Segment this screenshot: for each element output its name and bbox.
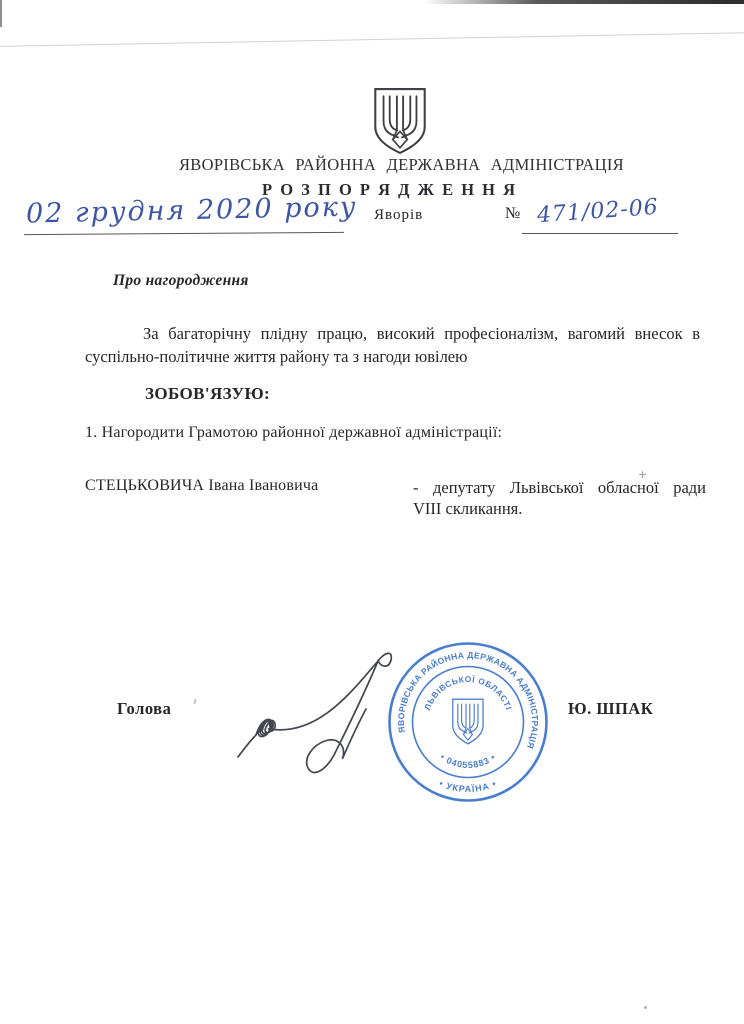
- stamp-registration-number: • 04055883 •: [438, 751, 498, 771]
- svg-text:• УКРАЇНА •: [438, 778, 498, 794]
- scan-speck: [644, 1006, 647, 1009]
- number-underline: [522, 233, 678, 234]
- place-label: Яворів: [374, 207, 424, 223]
- subject-line: Про нагородження: [113, 272, 249, 289]
- signer-name: Ю. ШПАК: [568, 699, 654, 718]
- stamp-trident-icon: [453, 699, 483, 744]
- handwritten-signature: [228, 627, 428, 802]
- recipient-description-line-2: VIII скликання.: [413, 499, 523, 518]
- directive-heading: ЗОБОВ'ЯЗУЮ:: [145, 384, 271, 403]
- scan-left-edge-artifact: [0, 0, 2, 27]
- recipient-name: СТЕЦЬКОВИЧА Івана Івановича: [85, 477, 319, 494]
- handwritten-document-number: 471/02-06: [536, 194, 660, 229]
- scan-fold-line: [0, 32, 744, 47]
- svg-text:ЛЬВІВСЬКОЇ ОБЛАСТІ: [422, 674, 514, 711]
- body-paragraph-line-1: За багаторічну плідну працю, високий професіоналізм, вагомий внесок в: [143, 324, 700, 343]
- scan-speck: +: [638, 468, 648, 481]
- recipient-description-line-1: - депутату Львівської обласної ради: [413, 478, 706, 497]
- handwritten-date: 02 грудня 2020 року: [25, 191, 358, 230]
- signer-position-label: Голова: [117, 699, 172, 718]
- body-paragraph-line-2: суспільно-політичне життя району та з нагоди ювілею: [85, 347, 468, 366]
- organization-name: ЯВОРІВСЬКА РАЙОННА ДЕРЖАВНА АДМІНІСТРАЦІЯ: [179, 155, 624, 174]
- stamp-outer-bottom-text: • УКРАЇНА •: [437, 778, 499, 795]
- date-underline: [24, 232, 344, 235]
- coat-of-arms-trident-icon: [369, 86, 431, 156]
- number-sign: №: [505, 205, 521, 222]
- stamp-inner-ring-text: ЛЬВІВСЬКОЇ ОБЛАСТІ: [422, 674, 514, 712]
- order-item-1: 1. Нагородити Грамотою районної державної адміністрації:: [85, 424, 503, 441]
- document-type-title: Р О З П О Р Я Д Ж Е Н Н Я: [262, 180, 518, 199]
- stamp-outer-ring-text: ЯВОРІВСЬКА РАЙОННА ДЕРЖАВНА АДМІНІСТРАЦІЯ: [395, 649, 541, 751]
- svg-text:• 04055883 •: [438, 752, 497, 770]
- scan-speck: [194, 699, 197, 704]
- scan-edge-artifact: [424, 0, 744, 4]
